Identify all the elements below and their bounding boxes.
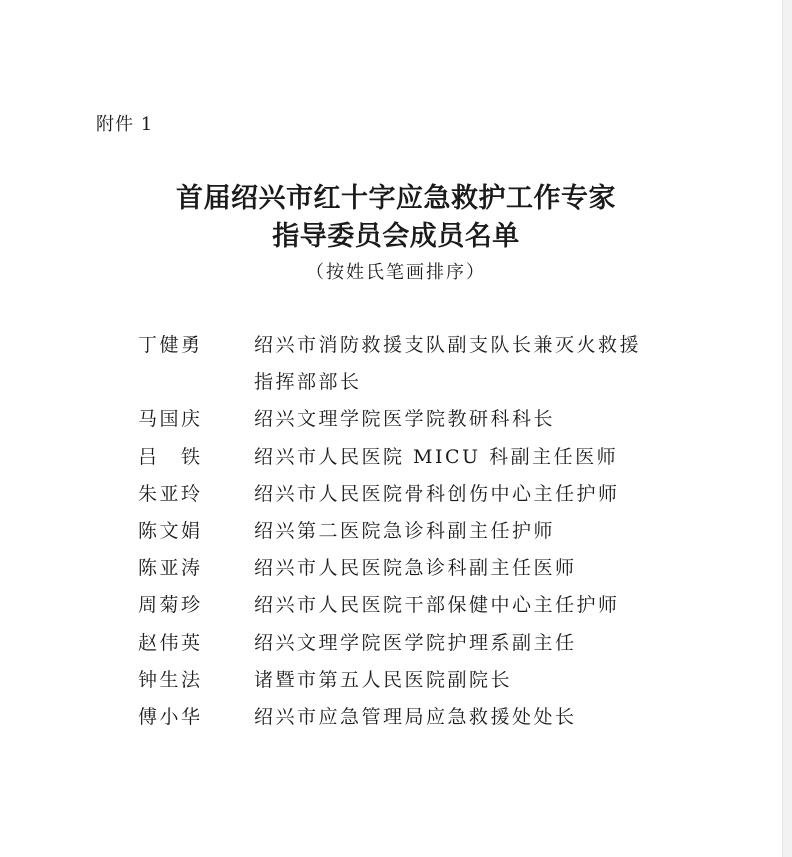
member-name: 钟生法 [138,668,203,691]
member-list [138,327,658,736]
member-name: 傅小华 [138,706,203,729]
member-name: 吕 铁 [138,445,203,468]
member-name: 朱亚玲 [138,482,203,505]
member-row [138,550,658,587]
member-name: 赵伟英 [138,631,203,654]
member-name: 马国庆 [138,408,203,431]
member-role: 绍兴市人民医院干部保健中心主任护师 [254,594,620,617]
member-role: 绍兴文理学院医学院教研科科长 [254,408,556,431]
member-name: 陈文娟 [138,520,203,543]
member-row [138,401,658,438]
document-subtitle: （按姓氏笔画排序） [306,262,486,283]
member-row [138,587,658,624]
member-row [138,439,658,476]
member-role: 绍兴第二医院急诊科副主任护师 [254,520,556,543]
member-row [138,513,658,550]
member-name: 丁健勇 [138,334,203,356]
document-title-line-2: 指导委员会成员名单 [272,221,520,252]
member-row [138,327,658,401]
member-row [138,476,658,513]
member-role: 诸暨市第五人民医院副院长 [254,668,513,691]
member-row [138,699,658,736]
attachment-label: 附件 1 [96,114,154,135]
member-role: 绍兴文理学院医学院护理系副主任 [254,631,577,654]
member-row [138,662,658,699]
member-role: 绍兴市消防救援支队副支队长兼灭火救援指挥部部长 [254,334,642,394]
member-role: 绍兴市人民医院 MICU 科副主任医师 [254,445,619,468]
member-row [138,625,658,662]
member-name: 周菊珍 [138,594,203,617]
member-role: 绍兴市人民医院骨科创伤中心主任护师 [254,482,620,505]
scrollbar-track[interactable] [782,0,792,857]
document-title-line-1: 首届绍兴市红十字应急救护工作专家 [176,183,616,214]
member-name: 陈亚涛 [138,557,203,580]
member-role: 绍兴市应急管理局应急救援处处长 [254,706,577,729]
member-role: 绍兴市人民医院急诊科副主任医师 [254,557,577,580]
